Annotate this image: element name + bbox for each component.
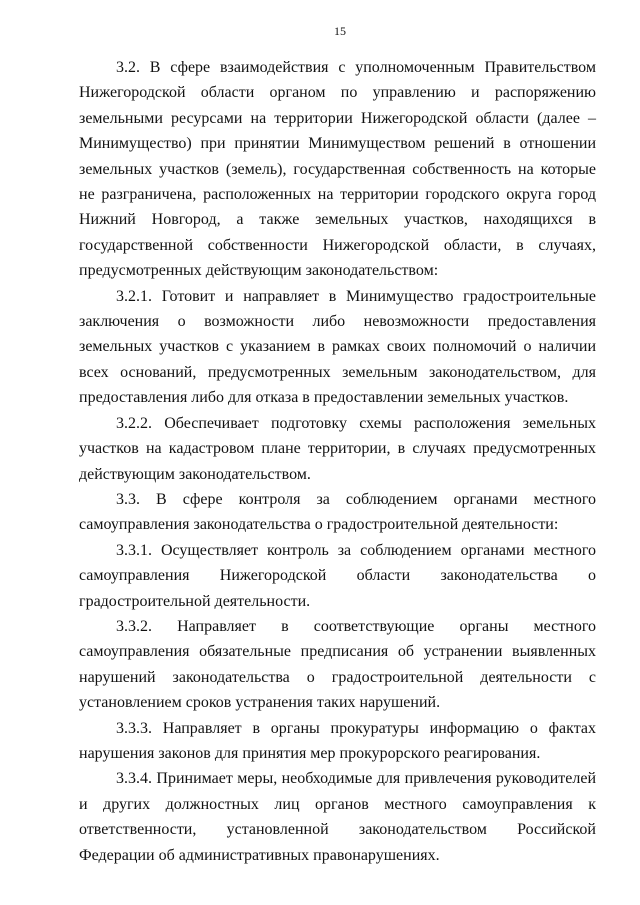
paragraph-3-3-2: 3.3.2. Направляет в соответствующие органы местного самоуправления обязательные предписания об устранении выявленных нарушений законодательства о градостроительной деятельности с установлением сроков устранения таких нарушений. [79, 617, 596, 712]
paragraph-3-3: 3.3. В сфере контроля за соблюдением органами местного самоуправления законодательства о градостроительной деятельности: [79, 490, 596, 534]
page-number: 15 [334, 24, 346, 38]
paragraph-3-2-1: 3.2.1. Готовит и направляет в Минимущество градостроительные заключения о возможности либо невозможности предоставления земельных участков с указанием в рамках своих полномочий о наличии всех оснований, предусмотренных земельным законодательством, для предоставления либо для отказа в предоставлении земельных участков. [79, 287, 596, 407]
paragraph-3-3-1: 3.3.1. Осуществляет контроль за соблюдением органами местного самоуправления Нижегородской области законодательства о градостроительной деятельности. [79, 541, 596, 610]
paragraph-3-3-4: 3.3.4. Принимает меры, необходимые для привлечения руководителей и других должностных лиц органов местного самоуправления к ответственности, установленной законодательством Российской Федерации об административных правонарушениях. [79, 770, 596, 864]
paragraph-3-2: 3.2. В сфере взаимодействия с уполномоченным Правительством Нижегородской области органом по управлению и распоряжению земельными ресурсами на территории Нижегородской области (далее – Минимущество) при принятии Минимуществом решений в отношении земельных участков (земель), государственная собственность на которые не разграничена, расположенных на территории городского округа город Нижний Новгород, а также земельных участков, находящихся в государственной собственности Нижегородской области, в случаях, предусмотренных действующим законодательством: [79, 59, 596, 280]
paragraph-3-2-2: 3.2.2. Обеспечивает подготовку схемы расположения земельных участков на кадастровом плане территории, в случаях предусмотренных действующим законодательством. [79, 414, 596, 483]
paragraph-3-3-3: 3.3.3. Направляет в органы прокуратуры информацию о фактах нарушения законов для принятия мер прокурорского реагирования. [79, 719, 596, 762]
